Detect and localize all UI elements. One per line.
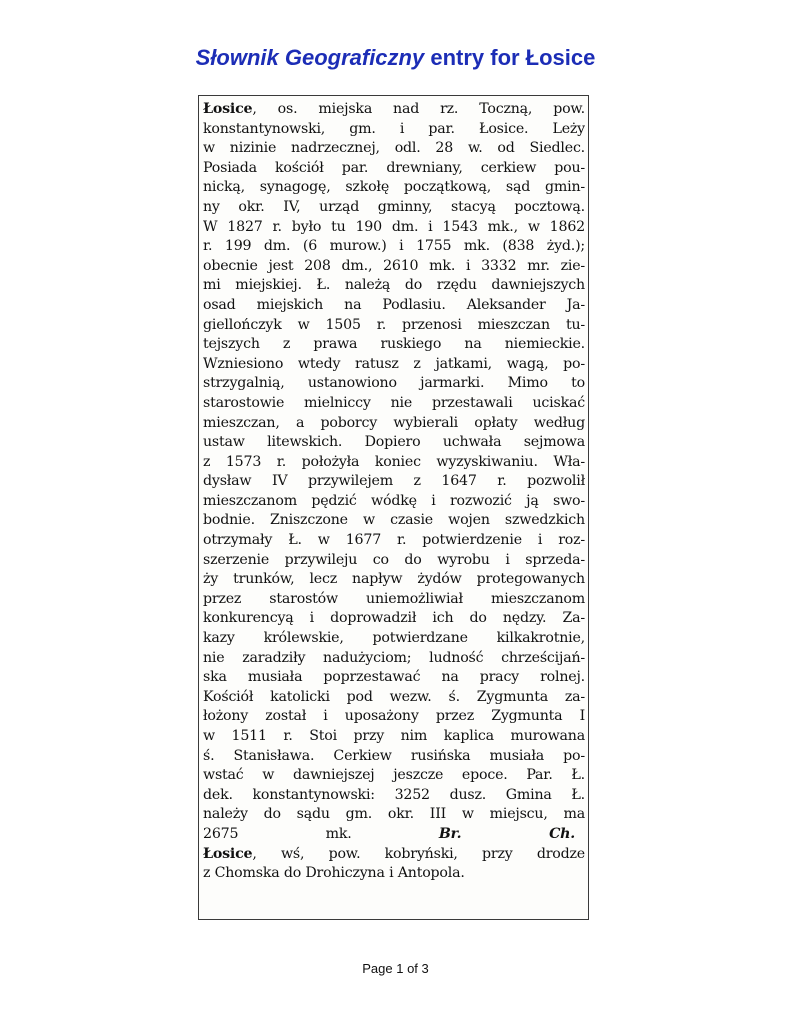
title-entry-name: entry for Łosice bbox=[424, 45, 596, 70]
line-text: mieszczanom pędzić wódkę i rozwozić ją swo- bbox=[203, 492, 585, 509]
line-text: starostowie mielniccy nie przestawali uciskać bbox=[203, 394, 585, 411]
line-text: ustaw litewskich. Dopiero uchwała sejmowa bbox=[203, 434, 585, 451]
text-line bbox=[203, 218, 585, 238]
text-line bbox=[203, 531, 585, 551]
text-line bbox=[203, 355, 585, 375]
text-line bbox=[203, 178, 585, 198]
line-text: mieszczan, a poborcy wybierali opłaty według bbox=[203, 414, 585, 431]
text-line bbox=[203, 316, 585, 336]
text-line bbox=[203, 414, 585, 434]
page-number: Page 1 of 3 bbox=[362, 961, 429, 976]
line-text: z Chomska do Drohiczyna i Antopola. bbox=[203, 865, 465, 882]
text-line bbox=[203, 100, 585, 120]
line-text: Wzniesiono wtedy ratusz z jatkami, wagą, po- bbox=[203, 355, 585, 372]
line-text: wstać w dawniejszej jeszcze epoce. Par. Ł. bbox=[203, 767, 585, 784]
line-text: konkurencyą i doprowadził ich do nędzy. Za- bbox=[203, 610, 585, 627]
line-text: Kościół katolicki pod wezw. ś. Zygmunta za- bbox=[203, 688, 585, 705]
text-line bbox=[203, 335, 585, 355]
text-line bbox=[203, 551, 585, 571]
line-text: , os. miejska nad rz. Toczną, pow. bbox=[252, 101, 585, 117]
line-text: tejszych z prawa ruskiego na niemieckie. bbox=[203, 336, 585, 353]
line-text: konstantynowski, gm. i par. Łosice. Leży bbox=[203, 120, 585, 137]
line-text: obecnie jest 208 dm., 2610 mk. i 3332 mr. zie- bbox=[203, 257, 585, 274]
text-line bbox=[203, 805, 585, 825]
line-text: dysław IV przywilejem z 1647 r. pozwolił bbox=[203, 473, 585, 490]
line-text: ska musiała poprzestawać na pracy rolnej. bbox=[203, 669, 585, 686]
line-text: przez starostów uniemożliwiał mieszczanom bbox=[203, 590, 585, 607]
line-text: r. 199 dm. (6 murow.) i 1755 mk. (838 żyd.); bbox=[203, 238, 585, 255]
line-text: dek. konstantynowski: 3252 dusz. Gmina Ł. bbox=[203, 786, 585, 803]
line-text: ży trunków, lecz napływ żydów protegowanych bbox=[203, 571, 585, 588]
text-line bbox=[203, 727, 585, 747]
line-text: otrzymały Ł. w 1677 r. potwierdzenie i roz- bbox=[203, 532, 585, 549]
text-line bbox=[203, 668, 585, 688]
author-signature: Br. Ch. bbox=[438, 825, 576, 842]
text-line bbox=[203, 511, 585, 531]
text-line bbox=[203, 609, 585, 629]
text-line bbox=[203, 472, 585, 492]
line-text: szerzenie przywileju co do wyrobu i sprzeda- bbox=[203, 551, 585, 568]
line-text: nicką, synagogę, szkołę początkową, sąd gmin- bbox=[203, 179, 585, 196]
page-title bbox=[0, 45, 791, 71]
line-text: w 1511 r. Stoi przy nim kaplica murowana bbox=[203, 728, 585, 744]
entry-headword: Łosice bbox=[203, 101, 253, 117]
line-text: Posiada kościół par. drewniany, cerkiew pou- bbox=[203, 159, 585, 176]
line-text: w nizinie nadrzecznej, odl. 28 w. od Siedlec. bbox=[203, 140, 585, 157]
line-text: kazy królewskie, potwierdzane kilkakrotnie, bbox=[203, 630, 585, 647]
text-line bbox=[203, 120, 585, 140]
text-line bbox=[203, 374, 585, 394]
text-line bbox=[203, 453, 585, 473]
title-publication-name: Słownik Geograficzny bbox=[195, 45, 425, 70]
line-text: nie zaradziły nadużyciom; ludność chrześcijań- bbox=[203, 649, 585, 666]
line-text: giellończyk w 1505 r. przenosi mieszczan tu- bbox=[203, 316, 585, 333]
text-line bbox=[203, 433, 585, 453]
text-line bbox=[203, 159, 585, 179]
line-text: łożony został i uposażony przez Zygmunta I bbox=[203, 708, 585, 725]
text-line bbox=[203, 237, 585, 257]
text-line bbox=[203, 492, 585, 512]
text-line bbox=[203, 257, 585, 277]
text-line bbox=[203, 570, 585, 590]
line-text: strzygalnią, ustanowiono jarmarki. Mimo to bbox=[203, 375, 585, 392]
line-text: ny okr. IV, urząd gminny, stacyą pocztową. bbox=[203, 198, 585, 215]
line-text: mi miejskiej. Ł. należą do rzędu dawniejszych bbox=[203, 277, 585, 294]
text-line bbox=[203, 707, 585, 727]
line-text: z 1573 r. położyła koniec wyzyskiwaniu. Wła- bbox=[203, 453, 585, 470]
line-text: 2675 mk. bbox=[203, 825, 352, 842]
text-line bbox=[203, 786, 585, 806]
text-line bbox=[203, 747, 585, 767]
encyclopedia-entry-text bbox=[203, 100, 585, 884]
text-line bbox=[203, 629, 585, 649]
line-text: należy do sądu gm. okr. III w miejscu, ma bbox=[203, 806, 585, 823]
text-line bbox=[203, 198, 585, 218]
line-text: W 1827 r. było tu 190 dm. i 1543 mk., w 1862 bbox=[203, 218, 585, 235]
scanned-entry-image bbox=[198, 95, 589, 920]
text-line bbox=[203, 296, 585, 316]
text-line bbox=[203, 766, 585, 786]
text-line bbox=[203, 845, 585, 865]
text-line bbox=[203, 864, 585, 884]
line-text: ś. Stanisława. Cerkiew rusińska musiała po- bbox=[203, 747, 585, 764]
text-line bbox=[203, 394, 585, 414]
text-line bbox=[203, 688, 585, 708]
line-text: bodnie. Zniszczone w czasie wojen szwedzkich bbox=[203, 512, 585, 529]
text-line bbox=[203, 139, 585, 159]
text-line bbox=[203, 825, 585, 845]
text-line bbox=[203, 590, 585, 610]
entry-headword: Łosice bbox=[203, 845, 253, 862]
line-text: , wś, pow. kobryński, przy drodze bbox=[252, 845, 585, 862]
text-line bbox=[203, 276, 585, 296]
text-line bbox=[203, 649, 585, 669]
line-text: osad miejskich na Podlasiu. Aleksander Ja- bbox=[203, 296, 585, 313]
